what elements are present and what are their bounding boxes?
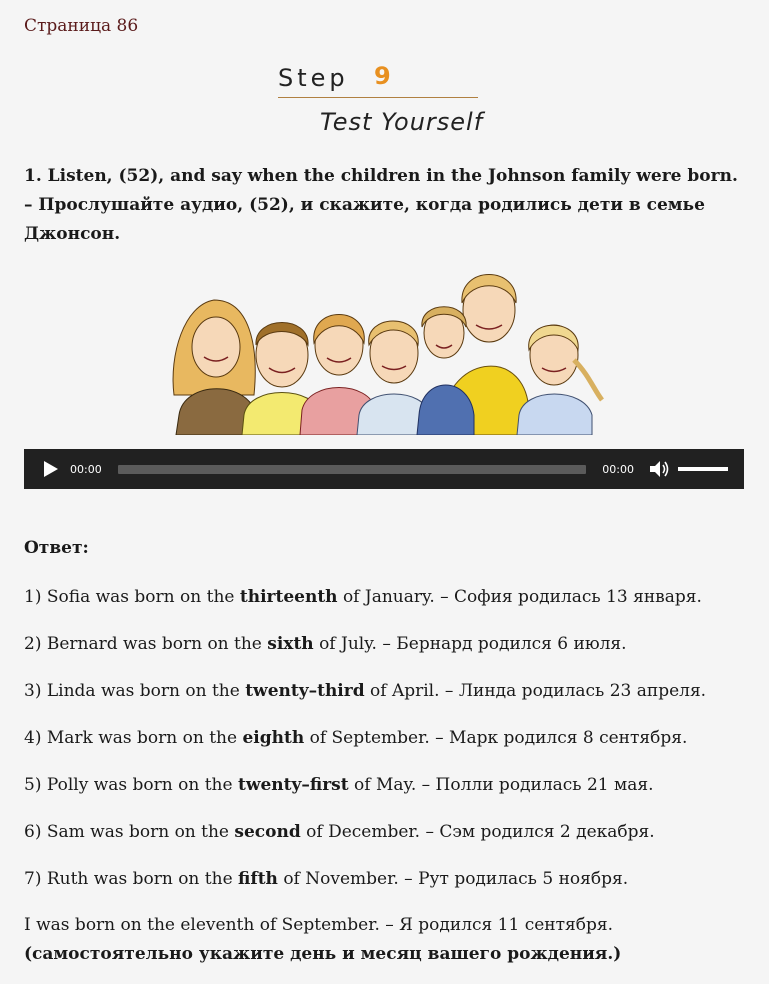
family-illustration — [164, 265, 604, 435]
step-subtitle: Test Yourself — [320, 108, 484, 136]
final-statement: I was born on the eleventh of September. – Я родился 11 сентября. (самостоятельно укажите день и месяц вашего рождения.) — [24, 915, 622, 964]
answer-item: 4) Mark was born on the eighth of September. – Марк родился 8 сентября. — [24, 728, 688, 748]
current-time: 00:00 — [70, 462, 102, 476]
volume-slider[interactable] — [678, 467, 728, 471]
volume-icon[interactable] — [648, 459, 670, 479]
step-header — [278, 64, 498, 144]
answer-item: 3) Linda was born on the twenty–third of April. – Линда родилась 23 апреля. — [24, 681, 707, 701]
answer-item: 5) Polly was born on the twenty–first of May. – Полли родилась 21 мая. — [24, 775, 654, 795]
answer-item: 7) Ruth was born on the fifth of November. – Рут родилась 5 ноября. — [24, 869, 629, 889]
answer-item: 2) Bernard was born on the sixth of July. – Бернард родился 6 июля. — [24, 634, 627, 654]
play-icon[interactable] — [40, 459, 60, 479]
step-word: Step — [278, 64, 349, 92]
answer-list — [24, 585, 744, 914]
answer-title: Ответ: — [24, 538, 89, 558]
answer-item: 1) Sofia was born on the thirteenth of January. – София родилась 13 января. — [24, 587, 702, 607]
step-underline — [278, 97, 478, 98]
duration-time: 00:00 — [602, 462, 634, 476]
step-number: 9 — [374, 62, 391, 90]
audio-player — [24, 449, 744, 489]
progress-rail[interactable] — [118, 465, 587, 474]
answer-item: 6) Sam was born on the second of December. – Сэм родился 2 декабря. — [24, 822, 655, 842]
page-label: Страница 86 — [24, 16, 139, 36]
task-text: 1. Listen, (52), and say when the children in the Johnson family were born. – Прослушайте аудио, (52), и скажите, когда родились дети в семье Джонсон. — [24, 166, 738, 244]
